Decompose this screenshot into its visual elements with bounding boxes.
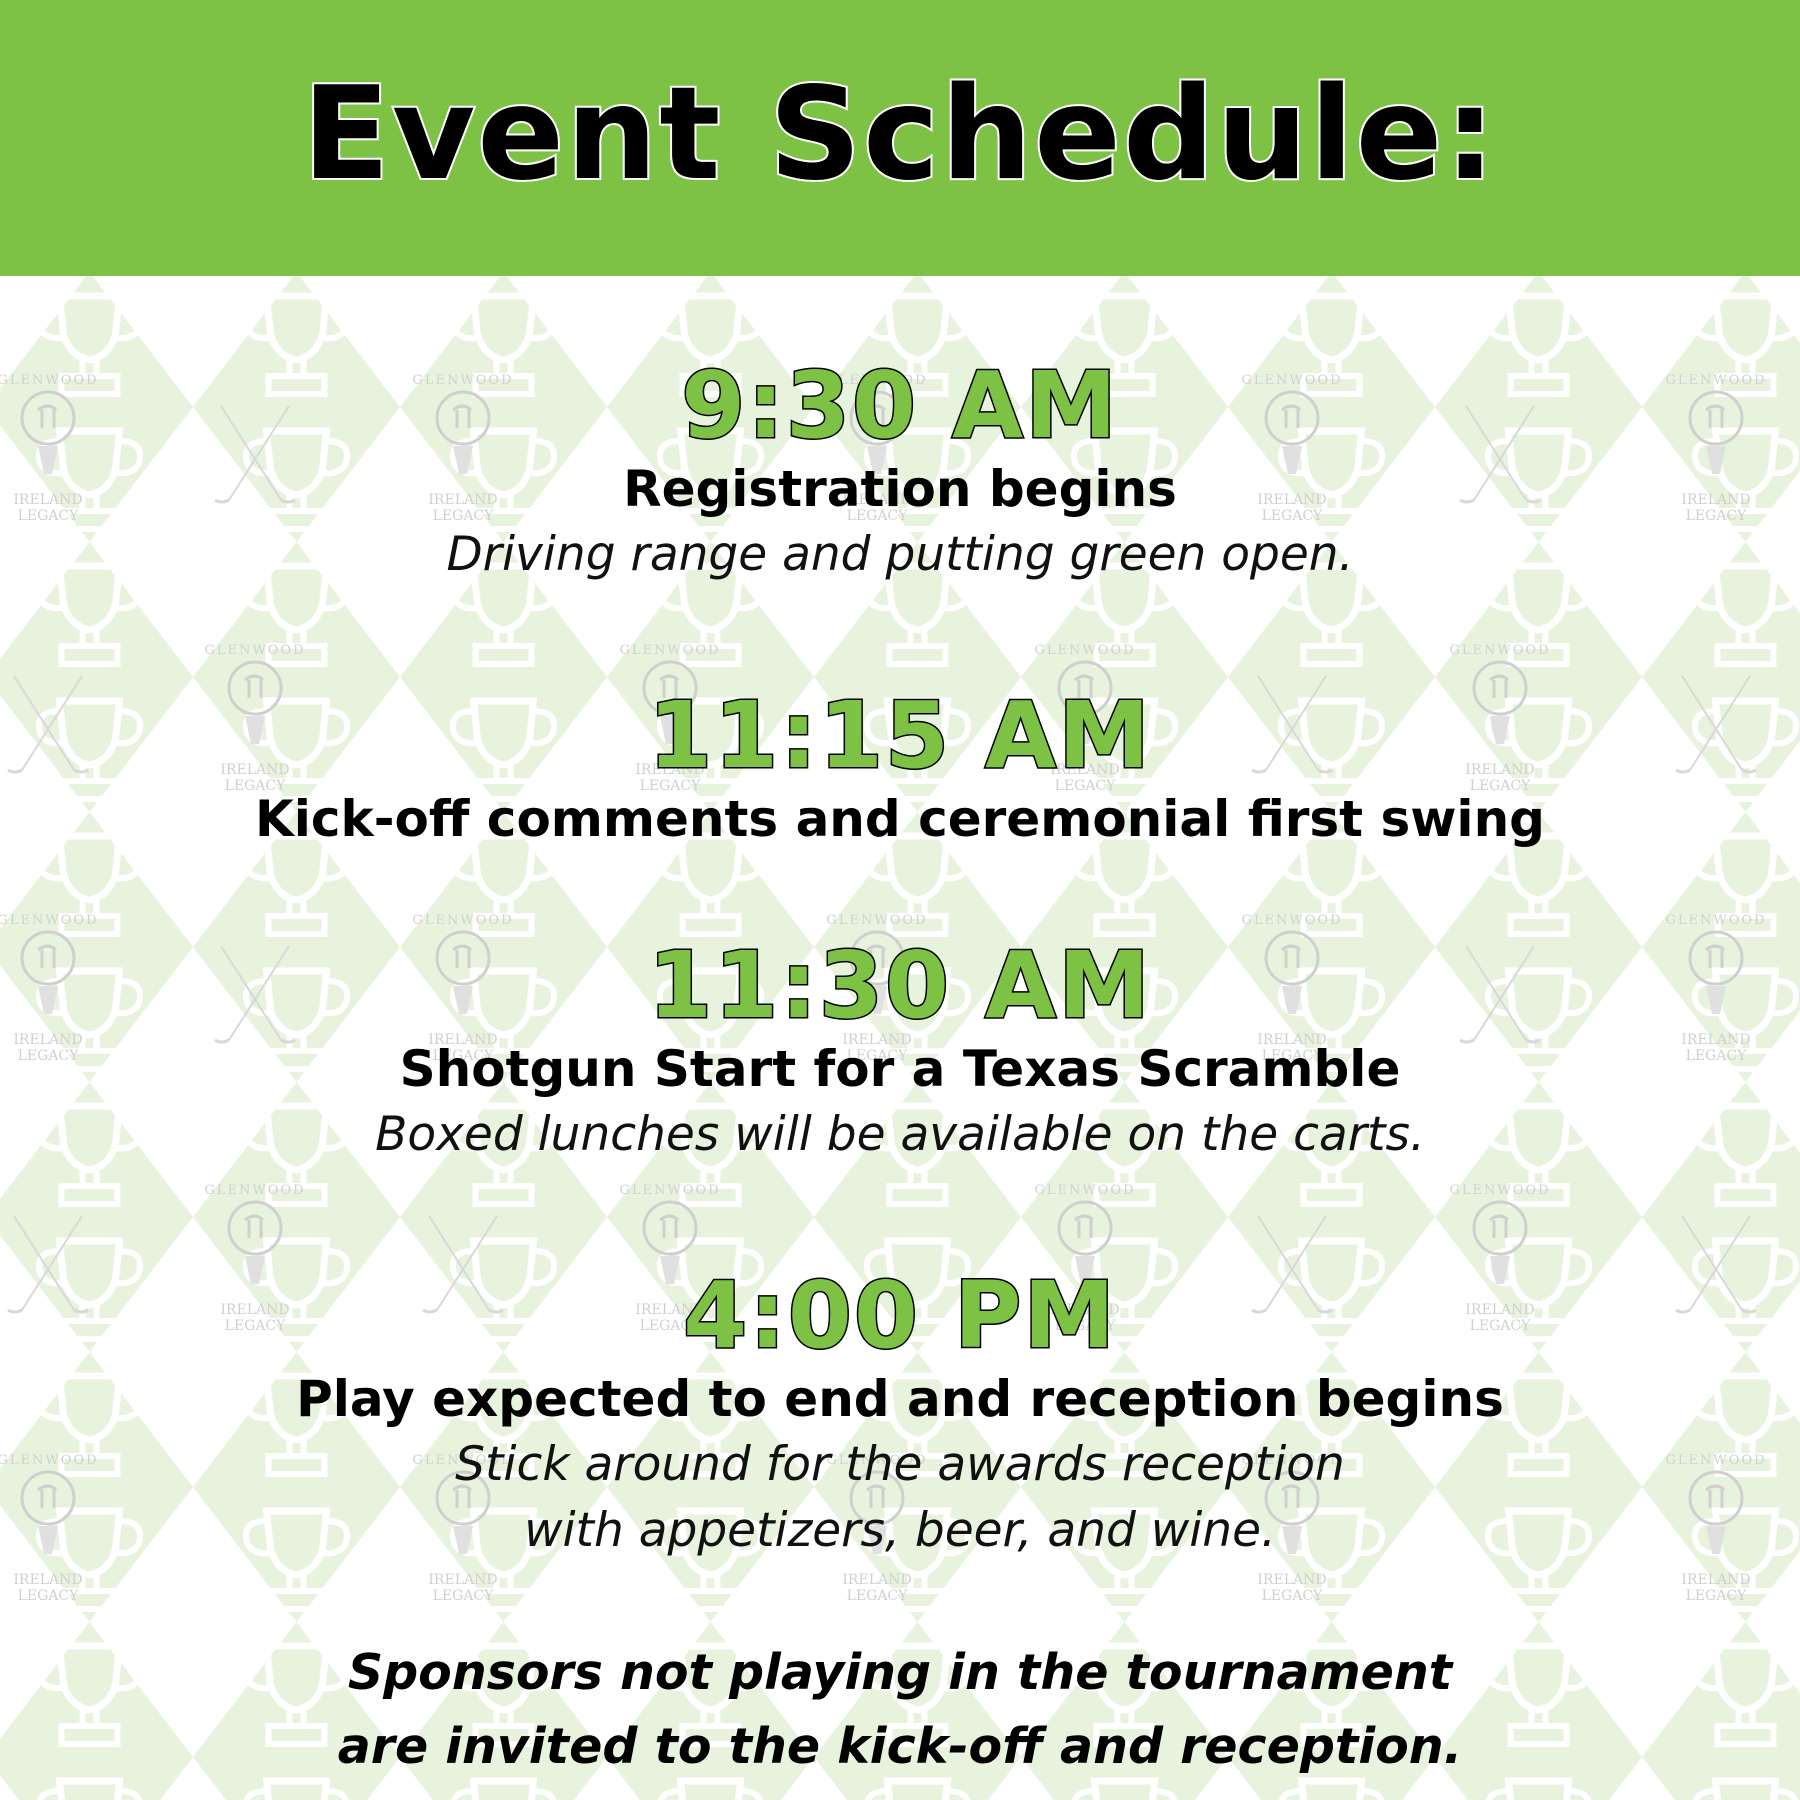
page-title: Event Schedule: — [302, 59, 1498, 209]
header-banner — [0, 0, 1800, 276]
schedule-detail: Boxed lunches will be available on the carts. — [375, 1107, 1425, 1162]
schedule-time: 11:30 AM — [648, 932, 1152, 1039]
schedule-item — [0, 352, 1800, 588]
schedule-heading: Shotgun Start for a Texas Scramble — [399, 1040, 1401, 1098]
schedule-heading: Registration begins — [623, 460, 1177, 518]
schedule-item — [0, 932, 1800, 1168]
schedule-time: 9:30 AM — [681, 352, 1119, 459]
schedule-detail: Driving range and putting green open. — [446, 527, 1354, 582]
schedule-detail: Stick around for the awards reception — [455, 1437, 1345, 1492]
schedule-detail: with appetizers, beer, and wine. — [524, 1503, 1276, 1558]
schedule-time: 4:00 PM — [683, 1262, 1117, 1369]
sponsor-note — [0, 1636, 1800, 1784]
schedule-item — [0, 682, 1800, 852]
schedule-item — [0, 1262, 1800, 1564]
sponsor-note-line: Sponsors not playing in the tournament — [347, 1644, 1453, 1701]
schedule-content — [0, 276, 1800, 1800]
sponsor-note-line: are invited to the kick-off and reception. — [337, 1718, 1463, 1775]
schedule-heading: Kick-off comments and ceremonial first swing — [255, 790, 1545, 848]
schedule-heading: Play expected to end and reception begins — [296, 1370, 1504, 1428]
schedule-time: 11:15 AM — [648, 682, 1152, 789]
